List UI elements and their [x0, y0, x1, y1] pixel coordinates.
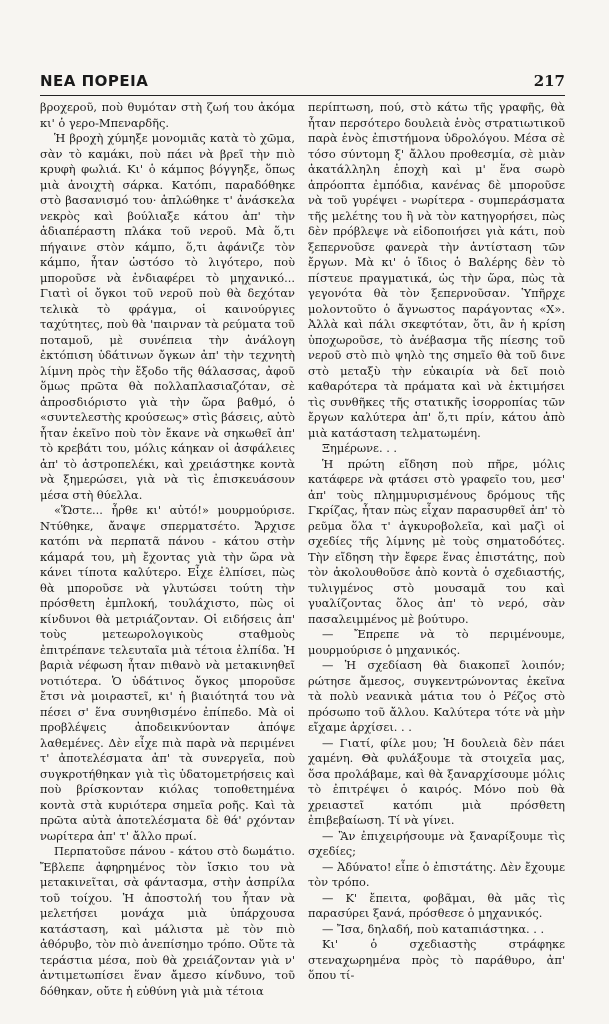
right-text-column: [308, 100, 565, 984]
dialogue-line: — Ἴσα, δηλαδή, ποὺ καταπιάστηκα. . .: [322, 921, 545, 936]
paragraph: Κι' ὁ σχεδιαστὴς στράφηκε στεναχωρημένα πρὸς τὸ παράθυρο, ἀπ' ὅπου τί-: [308, 937, 565, 982]
page-number: 217: [533, 72, 565, 90]
running-header: [40, 72, 565, 94]
dialogue-line: — Γιατί, φίλε μου; Ἡ δουλειὰ δὲν πάει χαμένη. Θὰ φυλάξουμε τὰ στοιχεῖα μας, ὅσα προλάβαμε, καὶ θὰ ξαναρχίσουμε μόλις τὸ ἐπιτρέψει ὁ καιρός. Μόνο ποὺ θὰ χρειαστεῖ κατόπι μιὰ πρόσθετη ἐπιβεβαίωση. Τί νὰ γίνει.: [308, 735, 565, 827]
dialogue-line: — Κ' ἔπειτα, φοβᾶμαι, θὰ μᾶς τὶς παρασύρει ξανά, πρόσθεσε ὁ μηχανικός.: [308, 890, 565, 920]
journal-title: ΝΕΑ ΠΟΡΕΙΑ: [40, 72, 149, 90]
paragraph: Ἡ πρώτη εἴδηση ποὺ πῆρε, μόλις κατάφερε νὰ φτάσει στὸ γραφεῖο του, μεσ' ἀπ' τοὺς πλημμυρισμένους δρόμους τῆς Γκρίζας, ἦταν πὼς εἶχαν παρασυρθεῖ ἀπ' τὸ ρεῦμα ὅλα τ' ἀγκυροβολεῖα, καὶ μαζὶ οἱ σχεδίες τῆς λίμνης μὲ τοὺς σηματοδότες. Τὴν εἴδηση τὴν ἔφερε ἕνας ἐπιστάτης, ποὺ τὸν ἀκολουθοῦσε ἀπὸ κοντὰ ὁ σχεδιαστής, τυλιγμένος στὸ μουσαμᾶ του καὶ γυαλίζοντας ὅλος ἀπ' τὸ νερό, σὰν πασαλειμμένος μὲ βούτυρο.: [308, 456, 565, 626]
left-text-column: [40, 100, 295, 999]
paragraph: Ξημέρωνε. . .: [322, 441, 398, 455]
dialogue-line: — Ἔπρεπε νὰ τὸ περιμένουμε, μουρμούρισε ὁ μηχανικός.: [308, 627, 565, 657]
paragraph: περίπτωση, πού, στὸ κάτω τῆς γραφῆς, θὰ ἦταν περσότερο δουλειὰ ἑνὸς στρατιωτικοῦ παρὰ ἑνὸς ἐπιστήμονα ὑδρολόγου. Μέσα σὲ τόσο σύντομη ξ' ἄλλου προθεσμία, σὲ μιὰν ἀκατάλληλη ἐποχὴ καὶ μ' ἕνα σωρὸ ἀπρόοπτα ἐμπόδια, κανένας δὲ μποροῦσε νὰ τοῦ γυρέψει - νωρίτερα - συμπεράσματα τῆς μελέτης του ἢ νὰ τὸν κατηγορήσει, πὼς δὲν πρόβλεψε νὰ εἰδοποιήσει γιὰ κάτι, ποὺ ξεπερνοῦσε φανερὰ τὴν ἀντίσταση τῶν ἔργων. Μὰ κι' ὁ ἴδιος ὁ Βαλέρης δὲν τὸ πίστευε πραγματικά, ὡς τὴν ὥρα, πὼς τὰ γεγονότα θὰ τὸν ξεπερνοῦσαν. Ὑπῆρχε μολοντοῦτο ὁ ἄγνωστος παράγοντας «Χ». Ἀλλὰ καὶ πάλι σκεφτόταν, ὅτι, ἂν ἡ κρίση ὑποχωροῦσε, τὸ ἀνέβασμα τῆς πίεσης τοῦ νεροῦ στὸ πιὸ ψηλὸ της σημεῖο θὰ τοῦ δινε στὸ μεταξὺ τὴν εὐκαιρία νὰ δεῖ ποιὸ καθαρότερα τὰ πράματα καὶ νὰ ἐκτιμήσει τὶς συνθῆκες τῆς στατικῆς ἰσορροπίας τῶν ἔργων καλύτερα ἀπ' ὅ,τι πρίν, κάτου ἀπὸ μιὰ κατάσταση τελματωμένη.: [308, 100, 565, 440]
dialogue-line: — Ἂν ἐπιχειρήσουμε νὰ ξαναρίξουμε τὶς σχεδίες;: [308, 828, 565, 858]
dialogue-line: — Ἀδύνατο! εἶπε ὁ ἐπιστάτης. Δὲν ἔχουμε τὸν τρόπο.: [308, 859, 565, 889]
dialogue-line: — Ἡ σχεδίαση θὰ διακοπεῖ λοιπόν; ρώτησε ἄμεσος, συγκεντρώνοντας ἐκεῖνα τὰ πολὺ νεανικὰ μάτια του ὁ Ρέζος στὸ πρόσωπο τοῦ ἄλλου. Καλύτερα τότε νὰ μὴν εἴχαμε ἀρχίσει. . .: [308, 658, 565, 734]
paragraph: Περπατοῦσε πάνου - κάτου στὸ δωμάτιο. Ἔβλεπε ἀφηρημένος τὸν ἴσκιο του νὰ μετακινεῖται, σὰ φάντασμα, στὴν ἀσπρίλα τοῦ τοίχου. Ἡ ἀποστολή του ἦταν νὰ μελετήσει μονάχα μιὰ ὑπάρχουσα κατάσταση, καὶ μάλιστα μὲ τὸν πιὸ ἀθόρυβο, τὸν πιὸ ἀνεπίσημο τρόπο. Οὔτε τὰ τεράστια μέσα, ποὺ θὰ χρειάζονταν γιὰ ν' ἀντιμετωπίσει ἕναν ἄμεσο κίνδυνο, τοῦ δόθηκαν, οὔτε ἡ εὐθύνη γιὰ μιὰ τέτοια: [40, 844, 295, 998]
header-rule: [40, 95, 565, 96]
paragraph: βροχεροῦ, ποὺ θυμόταν στὴ ζωή του ἀκόμα κι' ὁ γερο-Μπεναρδῆς.: [40, 100, 295, 130]
paragraph: «Ὥστε... ἦρθε κι' αὐτό!» μουρμούρισε. Ντύθηκε, ἄναψε σπερματσέτο. Ἄρχισε κατόπι νὰ περπατᾶ πάνου - κάτου στὴν κάμαρά του, μὴ ἔχοντας γιὰ τὴν ὥρα νὰ κάνει τίποτα καλύτερο. Εἶχε ἐλπίσει, πὼς θὰ μποροῦσε νὰ γλυτώσει τούτη τὴν πρόσθετη ἐμπλοκή, τουλάχιστο, πὼς οἱ κίνδυνοι θὰ μετριάζονταν. Οἱ ειδήσεις ἀπ' τοὺς μετεωρολογικοὺς σταθμοὺς ἐπιτρέπανε τελευταῖα μιὰ τέτοια ἐλπίδα. Ἡ βαριὰ νέφωση ἦταν πιθανὸ νὰ μετακινηθεῖ νοτιότερα. Ὁ ὑδάτινος ὄγκος μποροῦσε ἔτσι νὰ μοιραστεῖ, κι' ἡ βιαιότητά του νὰ πέσει σ' ἕνα συνηθισμένο ἐπίπεδο. Μὰ οἱ προβλέψεις ἀποδεικνύονταν ἀπόψε λαθεμένες. Δὲν εἶχε πιὰ παρὰ νὰ περιμένει τ' ἀποτελέσματα ἀπ' τὰ συνεργεῖα, ποὺ συγκροτήθηκαν γιὰ τὶς ὑδατομετρήσεις καὶ ποὺ βρίσκονταν κιόλας τοποθετημένα κοντὰ στὰ κυριότερα σημεῖα ροῆς. Καὶ τὰ πρῶτα αὐτὰ ἀποτελέσματα δὲ θά' ρχόνταν νωρίτερα ἀπ' τ' ἄλλο πρωί.: [40, 503, 295, 843]
paragraph: Ἡ βροχὴ χύμηξε μονομιᾶς κατὰ τὸ χῶμα, σὰν τὸ καμάκι, ποὺ πάει νὰ βρεῖ τὴν πιὸ κρυφὴ φωλιά. Κι' ὁ κάμπος βόγγηξε, ὅπως μιὰ ἀνοιχτὴ σάρκα. Κατόπι, παραδόθηκε στὸ βασανισμό του· ἁπλώθηκε τ' ἀνάσκελα νεκρὸς καὶ βούλιαξε κάτου ἀπ' τὴν ἀδιαπέραστη πλάκα τοῦ νεροῦ. Μὰ ὅ,τι πήγαινε στὸν κάμπο, ὅ,τι ἀφάνιζε τὸν κάμπο, ἦταν ὡστόσο τὸ λιγότερο, ποὺ μποροῦσε νὰ ἐνδιαφέρει τὸ μηχανικό... Γιατὶ οἱ ὄγκοι τοῦ νεροῦ ποὺ θὰ δεχόταν τελικὰ τὸ φράγμα, οἱ καινούργιες ταχύτητες, ποὺ θὰ 'παιρναν τὰ ρεύματα τοῦ ποταμοῦ, μὲ συνέπεια τὴν ἀνάλογη ἐκτόπιση ὑδάτινων ὄγκων ἀπ' τὴν τεχνητὴ λίμνη πρὸς τὴν ἔξοδο τῆς θάλασσας, ἀφοῦ ὅμως πρῶτα θὰ πολλαπλασιαζόταν, σὲ ἀπροσδιόριστο γιὰ τὴν ὥρα βαθμό, ὁ «συντελεστὴς κρούσεως» στὶς βάσεις, αὐτὸ ἦταν ἐκεῖνο ποὺ τὸν ἔκανε νὰ σηκωθεῖ ἀπ' τὸ κρεβάτι του, μόλις κάηκαν οἱ ἀσφάλειες ἀπ' τὸ ἀστροπελέκι, καὶ χρειάστηκε κοντὰ νὰ ξημερώσει, γιὰ νὰ τὶς ἐπισκευάσουν μέσα στὴ θύελλα.: [40, 131, 295, 502]
